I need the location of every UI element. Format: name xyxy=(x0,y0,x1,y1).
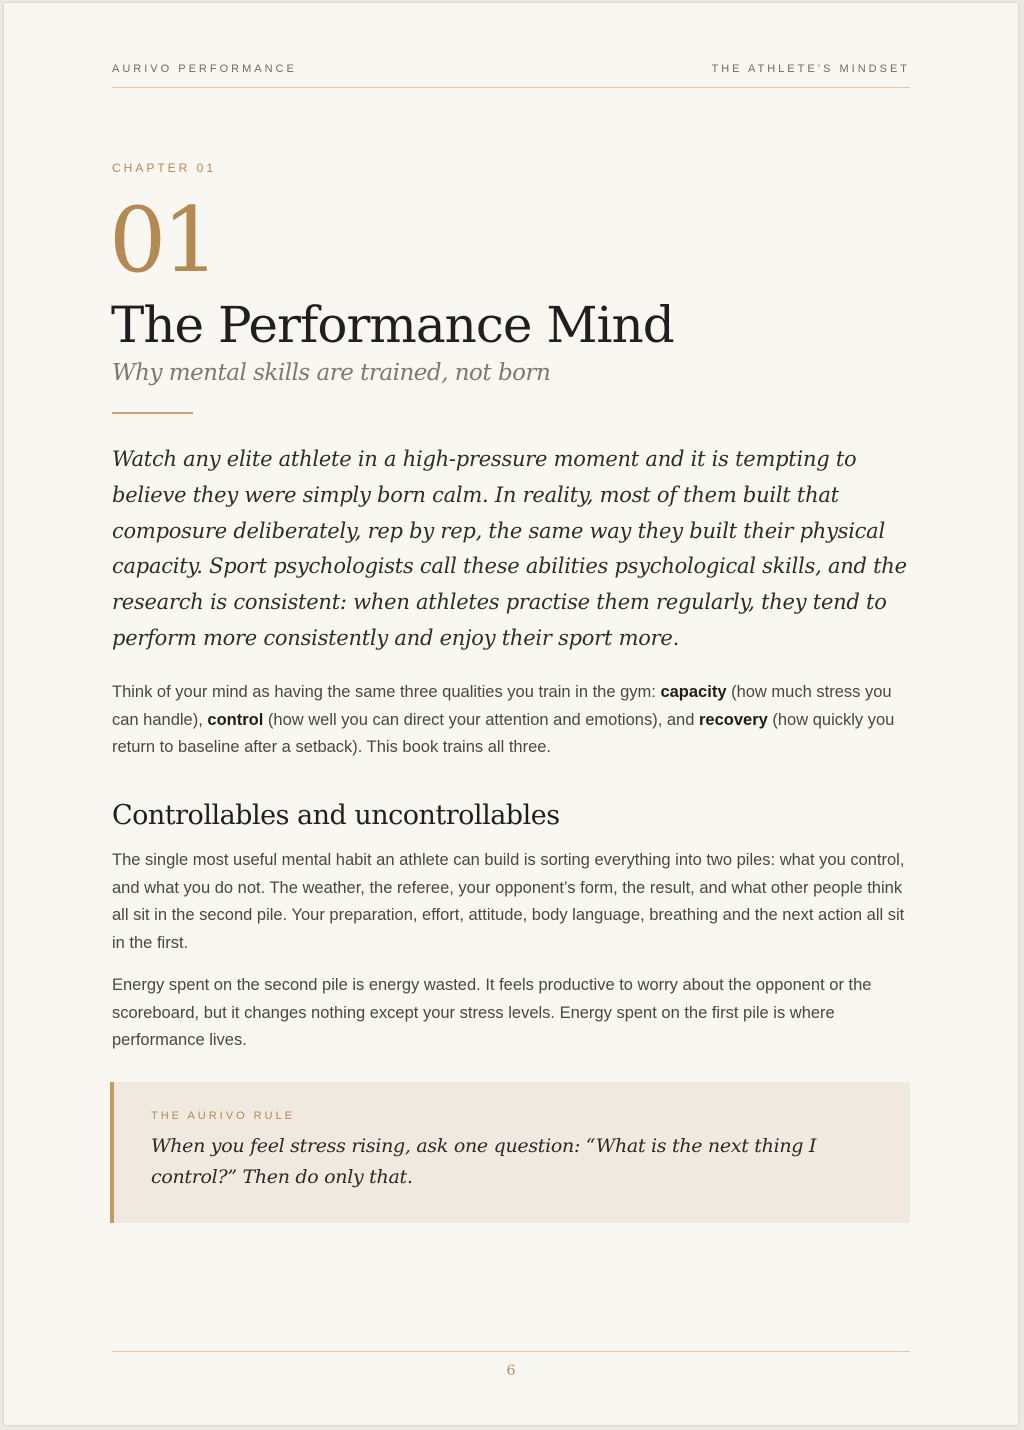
chapter-number: 01 xyxy=(109,188,216,293)
section-paragraph-1: The single most useful mental habit an athlete can build is sorting everything into two piles: what you control, and what you do not. The weather, the referee, your opponent’s form, the result, and what other people think all sit in the second pile. Your preparation, effort, attitude, body language, breathing and the next action all sit in the first. xyxy=(112,851,905,952)
document-page xyxy=(4,3,1018,1425)
running-header xyxy=(112,63,910,88)
callout-text: When you feel stress rising, ask one question: “What is the next thing I control?” Then do only that. xyxy=(151,1135,817,1188)
section-paragraph-2: Energy spent on the second pile is energy wasted. It feels productive to worry about the opponent or the scoreboard, but it changes nothing except your stress levels. Energy spent on the first pile is where performance lives. xyxy=(112,976,872,1050)
callout-box xyxy=(110,1082,910,1223)
title-divider xyxy=(112,412,193,414)
intro-paragraph: Think of your mind as having the same three qualities you train in the gym: capacity (how much stress you can handle), control (how well you can direct your attention and emotions), and recovery (how quickly you return to baseline after a setback). This book trains all three. xyxy=(112,683,895,757)
chapter-title: The Performance Mind xyxy=(111,296,674,354)
header-publisher: AURIVO PERFORMANCE xyxy=(112,63,297,75)
term-recovery: recovery xyxy=(698,710,768,729)
lede-paragraph: Watch any elite athlete in a high-pressure moment and it is tempting to believe they were simply born calm. In reality, most of them built that composure deliberately, rep by rep, the same way they built their physical capacity. Sport psychologists call these abilities psychological skills, and the research is consistent: when athletes practise them regularly, they tend to perform more consistently and enjoy their sport more. xyxy=(112,447,907,650)
section-heading: Controllables and uncontrollables xyxy=(112,800,560,831)
term-control: control xyxy=(207,710,264,729)
header-book-title: THE ATHLETE’S MINDSET xyxy=(711,63,910,75)
chapter-subtitle: Why mental skills are trained, not born xyxy=(112,360,551,386)
chapter-label: CHAPTER 01 xyxy=(112,161,217,175)
term-capacity: capacity xyxy=(660,683,727,701)
page-number: 6 xyxy=(506,1363,516,1379)
callout-label: THE AURIVO RULE xyxy=(151,1110,296,1122)
footer-divider xyxy=(112,1351,910,1352)
